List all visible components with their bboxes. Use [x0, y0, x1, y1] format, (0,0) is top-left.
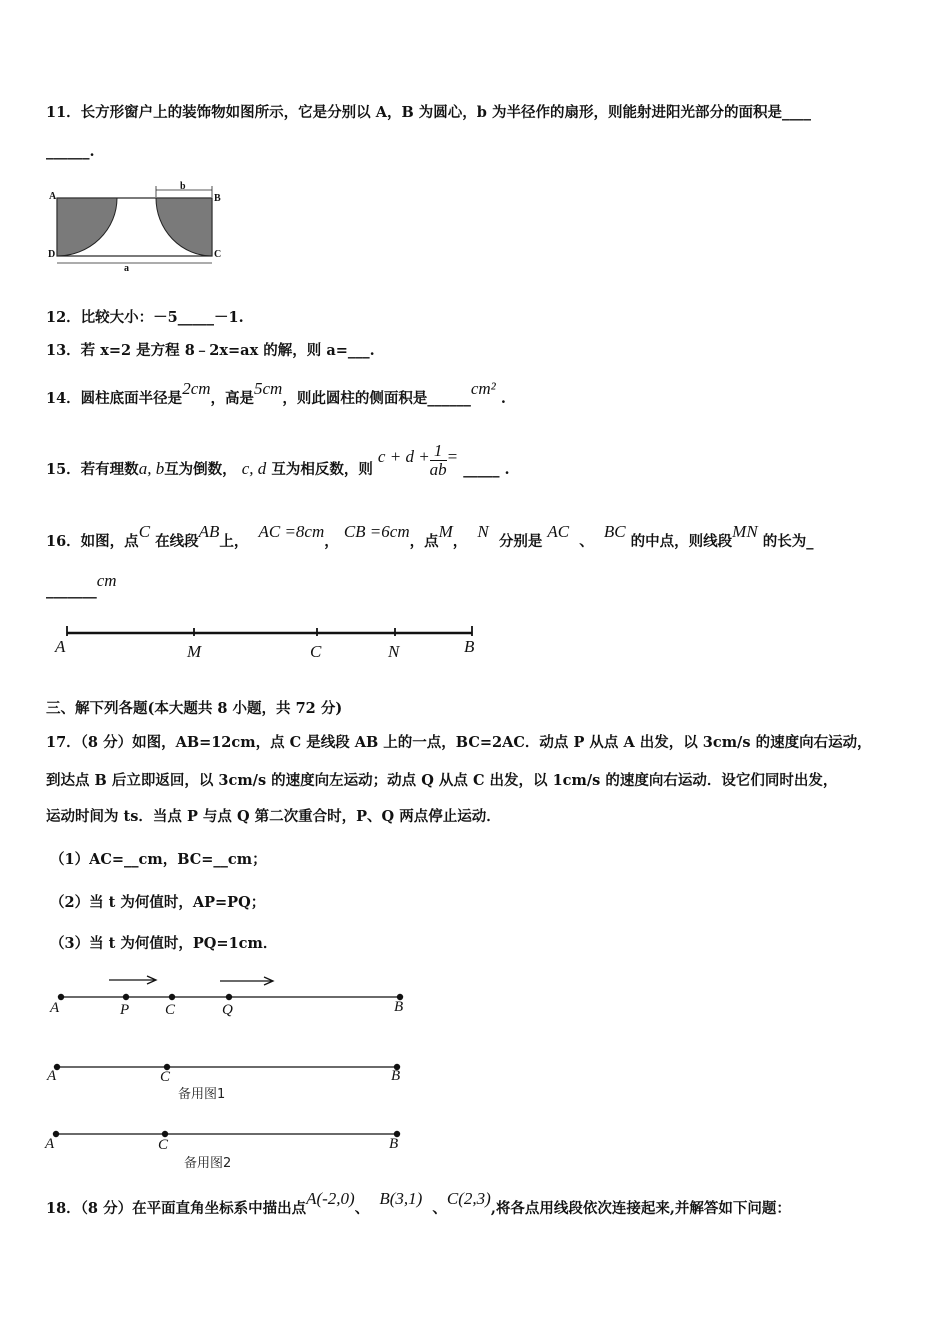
q15-cd: c, d	[241, 459, 267, 478]
q16-AC: AC =8cm	[258, 522, 325, 541]
q16-fig-A: A	[55, 637, 66, 656]
q17-fig1-B: B	[394, 999, 404, 1015]
q15-mid2: 互为相反数，则	[271, 461, 373, 478]
q15-lead: 15．若有理数	[46, 461, 139, 478]
q18-lead: 18．（8 分）在平面直角坐标系中描出点	[46, 1200, 307, 1217]
q17-line3: 运动时间为 ts．当点 P 与点 Q 第二次重合时，P、Q 两点停止运动．	[46, 808, 501, 825]
q14-radius: 2cm	[182, 379, 211, 398]
q16-c1: ，	[324, 533, 339, 550]
q13-text: 13．若 x=2 是方程 8﹣2x=ax 的解，则 a=___.	[46, 342, 375, 359]
q17-fig2-A: A	[47, 1068, 57, 1084]
q17-sub2: （2）当 t 为何值时，AP=PQ；	[50, 894, 266, 911]
q16-N: N	[477, 522, 489, 541]
q16-AB: AB	[198, 522, 220, 541]
q15-equals: =	[446, 447, 459, 466]
q11-text-cont: ______.	[46, 143, 95, 160]
q16-unit: cm	[96, 571, 117, 590]
q16-BC: BC	[603, 522, 626, 541]
q18-point-B: B(3,1)	[379, 1189, 423, 1208]
section3-title: 三、解下列各题(本大题共 8 小题，共 72 分)	[46, 700, 343, 717]
q16-c2: ，	[452, 533, 468, 550]
q16-CB: CB =6cm	[343, 522, 410, 541]
q11-text: 11．长方形窗户上的装饰物如图所示，它是分别以 A，B 为圆心，b 为半径作的扇形，则能射进阳光部分的面积是____	[46, 104, 811, 121]
q14-height: 5cm	[254, 379, 283, 398]
q16-dun: 、	[579, 533, 594, 550]
q16-fig-N: N	[388, 642, 400, 661]
q17-sub1: （1）AC=__cm，BC=__cm；	[50, 851, 267, 868]
q16-fig-C: C	[310, 642, 322, 661]
q17-fig1-P: P	[120, 1002, 130, 1018]
q17-fig1-C: C	[165, 1002, 176, 1018]
q15-ab: a, b	[138, 459, 165, 478]
q16-C: C	[138, 522, 151, 541]
q16-t1: 在线段	[155, 533, 199, 550]
q16-MN: MN	[732, 522, 758, 541]
q15-text	[46, 440, 510, 489]
q11-label-C: C	[214, 249, 222, 260]
segment-diagram	[62, 624, 492, 644]
q16-fig-M: M	[187, 642, 202, 661]
q16-M: M	[438, 522, 453, 541]
q18-point-C: C(2,3)	[446, 1189, 491, 1208]
q16-cont: _______	[46, 582, 97, 599]
q18-d2: 、	[432, 1200, 447, 1217]
q14-unit: cm²	[470, 379, 496, 398]
motion-diagram	[55, 970, 415, 1010]
q14-lead: 14．圆柱底面半径是	[46, 390, 183, 407]
q17-fig2-caption: 备用图1	[178, 1087, 226, 1102]
q17-fig1-A: A	[50, 1000, 60, 1016]
q18-d1: 、	[354, 1200, 370, 1217]
q16-lead: 16．如图，点	[46, 533, 139, 550]
q17-fig1-Q: Q	[222, 1002, 233, 1018]
q14-mid1: ，高是	[210, 390, 255, 407]
q16-text-cont	[46, 571, 117, 601]
q14-text	[46, 379, 506, 409]
q14-end: .	[500, 390, 506, 407]
q18-text	[46, 1189, 791, 1219]
q11-label-D: D	[48, 249, 56, 260]
q17-fig3-caption: 备用图2	[184, 1156, 232, 1171]
q17-fig2-C: C	[160, 1069, 171, 1085]
q15-mid1: 互为倒数，	[164, 461, 237, 478]
q15-end: _____ .	[463, 461, 510, 478]
backup-diagram-1	[51, 1061, 411, 1073]
q11-label-A: A	[49, 191, 57, 202]
q17-fig3-C: C	[158, 1137, 169, 1153]
q16-t5: 的中点，则线段	[630, 533, 733, 550]
q14-mid2: ，则此圆柱的侧面积是______	[282, 390, 471, 407]
q11-label-B: B	[214, 193, 221, 204]
q16-t4: 分别是	[498, 533, 543, 550]
q16-text	[46, 522, 814, 552]
q17-fig2-B: B	[391, 1068, 401, 1084]
window-diagram	[45, 183, 275, 273]
q12-text: 12．比较大小：－5_____－1.	[46, 309, 244, 326]
q18-end: ,将各点用线段依次连接起来,并解答如下问题：	[490, 1200, 791, 1217]
q15-denominator: ab	[429, 459, 447, 479]
q17-fig3-B: B	[389, 1136, 399, 1152]
q11-label-b: b	[180, 181, 186, 192]
q16-AC2: AC	[547, 522, 570, 541]
q17-sub3: （3）当 t 为何值时，PQ=1cm．	[50, 935, 278, 952]
q16-t6: 的长为_	[762, 533, 814, 550]
q16-t2: 上，	[219, 533, 249, 550]
q17-line1: 17．（8 分）如图，AB=12cm，点 C 是线段 AB 上的一点，BC=2AC．动点 P 从点 A 出发，以 3cm/s 的速度向右运动，	[46, 734, 872, 751]
q18-point-A: A(-2,0)	[306, 1189, 355, 1208]
q15-numerator: 1	[430, 442, 447, 461]
q15-expr: c + d +	[377, 447, 430, 466]
q17-line2: 到达点 B 后立即返回，以 3cm/s 的速度向左运动；动点 Q 从点 C 出发，以 1cm/s 的速度向右运动．设它们同时出发，	[46, 772, 838, 789]
q16-fig-B: B	[464, 637, 475, 656]
q17-fig3-A: A	[45, 1136, 55, 1152]
q11-label-a: a	[124, 263, 129, 274]
q16-t3: ，点	[409, 533, 439, 550]
backup-diagram-2	[50, 1128, 410, 1140]
q15-fraction	[430, 442, 447, 479]
